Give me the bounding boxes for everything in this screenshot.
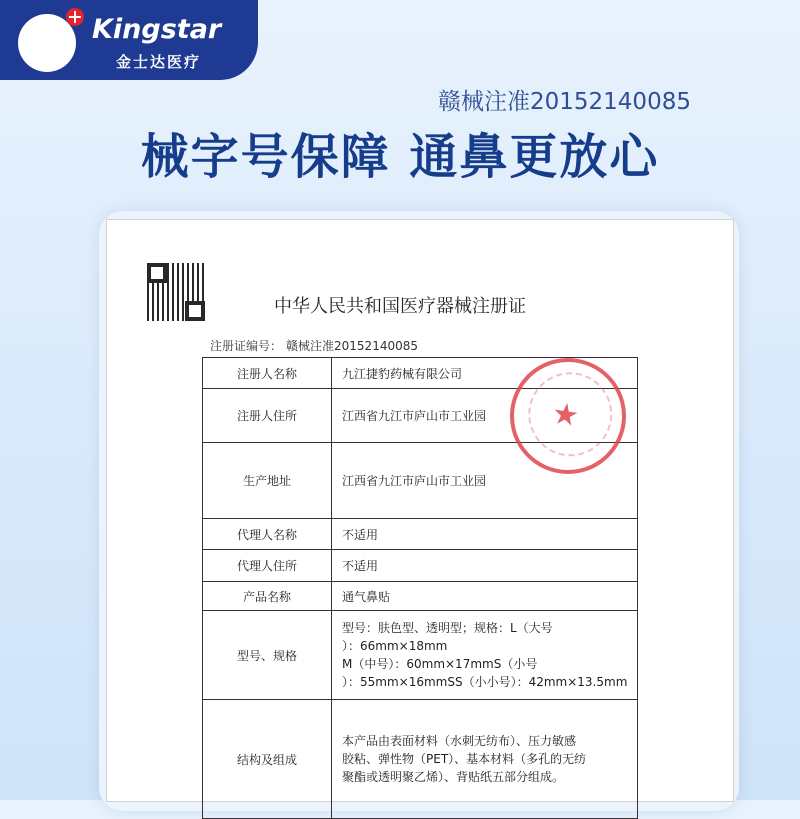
certificate-title: 中华人民共和国医疗器械注册证 (274, 296, 526, 317)
table-row (203, 582, 638, 611)
table-label-cell: 代理人住所 (203, 550, 332, 582)
table-value-line: ）：66mm×18mm (342, 639, 448, 653)
table-value-line: M（中号）：60mm×17mmS（小号 (342, 657, 538, 671)
table-row (203, 519, 638, 550)
table-value-line: 胶粘、弹性物（PET）、基本材料（多孔的无纺 (342, 752, 587, 766)
table-row (203, 611, 638, 700)
page-headline: 械字号保障 通鼻更放心 (140, 129, 660, 185)
table-label-cell: 结构及组成 (203, 700, 332, 819)
table-value-cell: 通气鼻贴 (332, 582, 638, 611)
brand-badge (0, 0, 258, 80)
table-value-cell: 不适用 (332, 550, 638, 582)
certificate-number-value: 赣械注准20152140085 (286, 339, 418, 353)
registration-code-top: 赣械注准20152140085 (438, 89, 691, 115)
table-label-cell: 生产地址 (203, 443, 332, 519)
table-label-cell: 注册人住所 (203, 389, 332, 443)
brand-name-en: Kingstar (92, 14, 222, 45)
medical-plus-icon (66, 8, 84, 26)
brand-name-cn: 金士达医疗 (116, 53, 202, 71)
table-label-cell: 产品名称 (203, 582, 332, 611)
table-value-cell: 九江捷豹药械有限公司 (332, 358, 638, 389)
certificate-number-label: 注册证编号： (210, 339, 283, 353)
table-row (203, 700, 638, 819)
certificate-number-line (210, 337, 418, 354)
table-label-cell: 注册人名称 (203, 358, 332, 389)
table-value-cell: 江西省九江市庐山市工业园 (332, 443, 638, 519)
seal-star-icon: ★ (549, 395, 582, 435)
table-value-cell (332, 700, 638, 819)
table-label-cell: 型号、规格 (203, 611, 332, 700)
table-value-cell: 不适用 (332, 519, 638, 550)
table-label-cell: 代理人名称 (203, 519, 332, 550)
table-value-line: 本产品由表面材料（水刺无纺布）、压力敏感 (342, 734, 577, 748)
table-value-line: 型号：肤色型、透明型；规格：L（大号 (342, 621, 553, 635)
table-row (203, 550, 638, 582)
table-value-line: 聚酯或透明聚乙烯）、背贴纸五部分组成。 (342, 770, 565, 784)
table-value-cell (332, 611, 638, 700)
table-value-line: ）：55mm×16mmSS（小小号）：42mm×13.5mm (342, 675, 628, 689)
table-value-cell: 江西省九江市庐山市工业园 (332, 389, 638, 443)
